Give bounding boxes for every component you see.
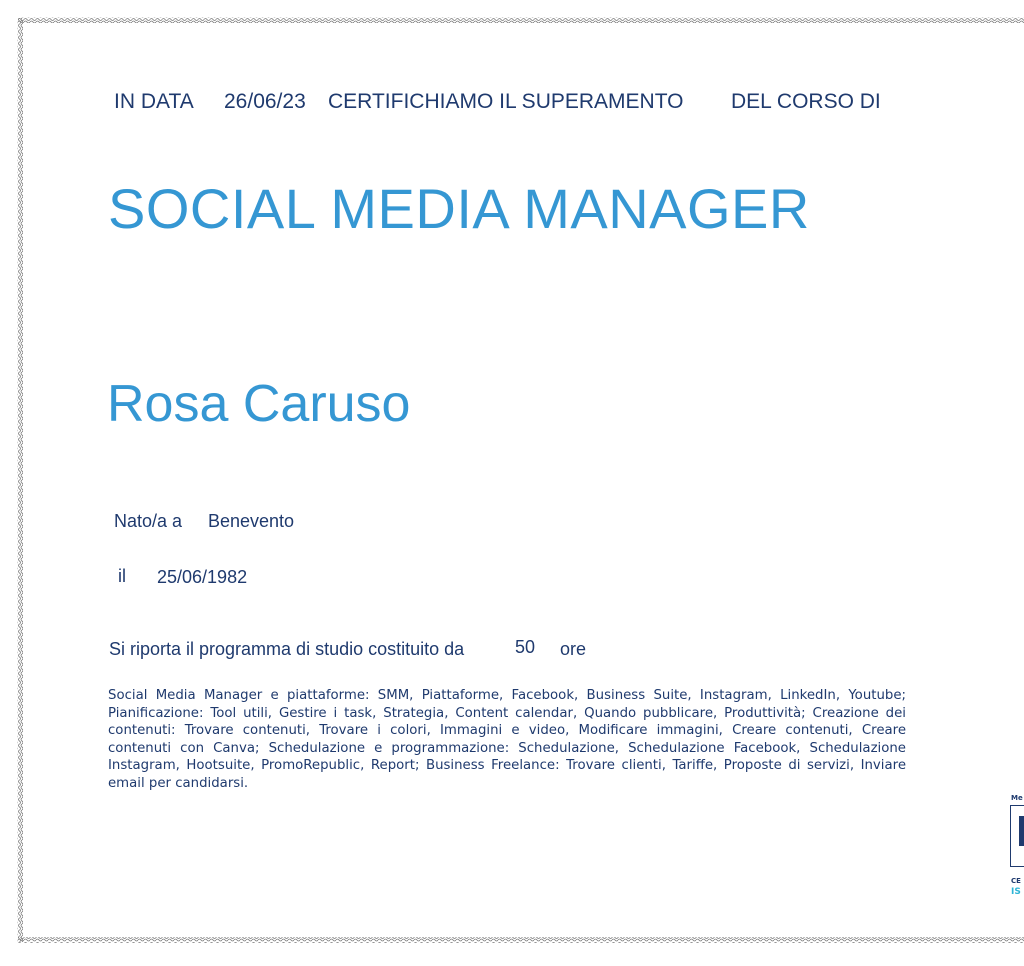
certification-stamp [1010, 793, 1024, 903]
date-label: il [118, 566, 126, 586]
stamp-cert-text: CE [1011, 877, 1021, 885]
header-prefix: IN DATA [114, 90, 194, 113]
header-date: 26/06/23 [224, 90, 306, 113]
border-bottom [18, 937, 1024, 943]
course-title: SOCIAL MEDIA MANAGER [108, 177, 810, 240]
border-top [18, 17, 1024, 23]
stamp-top-text: Me [1011, 794, 1023, 802]
stamp-iso-text: IS [1011, 887, 1021, 897]
program-hours: 50 [515, 637, 536, 657]
birthplace: Benevento [208, 511, 295, 531]
stamp-logo-icon [1019, 816, 1024, 846]
recipient-name: Rosa Caruso [107, 375, 411, 433]
birthdate: 25/06/1982 [157, 567, 248, 587]
header-course-of: DEL CORSO DI [731, 90, 881, 113]
program-description: Social Media Manager e piattaforme: SMM, Piattaforme, Facebook, Business Suite, Instagram, LinkedIn, Youtube; Pianificazione: Tool utili, Gestire i task, Strategia, Content calendar, Quando pubblicare, Produttività; Creazione dei contenuti: Trovare contenuti, Trovare i colori, Immagini e video, Modificare immagini, Creare contenuti, Creare contenuti con Canva; Schedulazione e programmazione: Schedulazione, Schedulazione Facebook, Schedulazione Instagram, Hootsuite, PromoRepublic, Report; Business Freelance: Trovare clienti, Tariffe, Proposte di servizi, Inviare email per candidarsi. [108, 688, 906, 791]
born-label: Nato/a a [114, 511, 183, 531]
header-certify-text: CERTIFICHIAMO IL SUPERAMENTO [328, 90, 684, 113]
program-hours-unit: ore [560, 639, 587, 659]
border-left [17, 18, 23, 942]
program-intro: Si riporta il programma di studio costituito da [109, 639, 465, 659]
